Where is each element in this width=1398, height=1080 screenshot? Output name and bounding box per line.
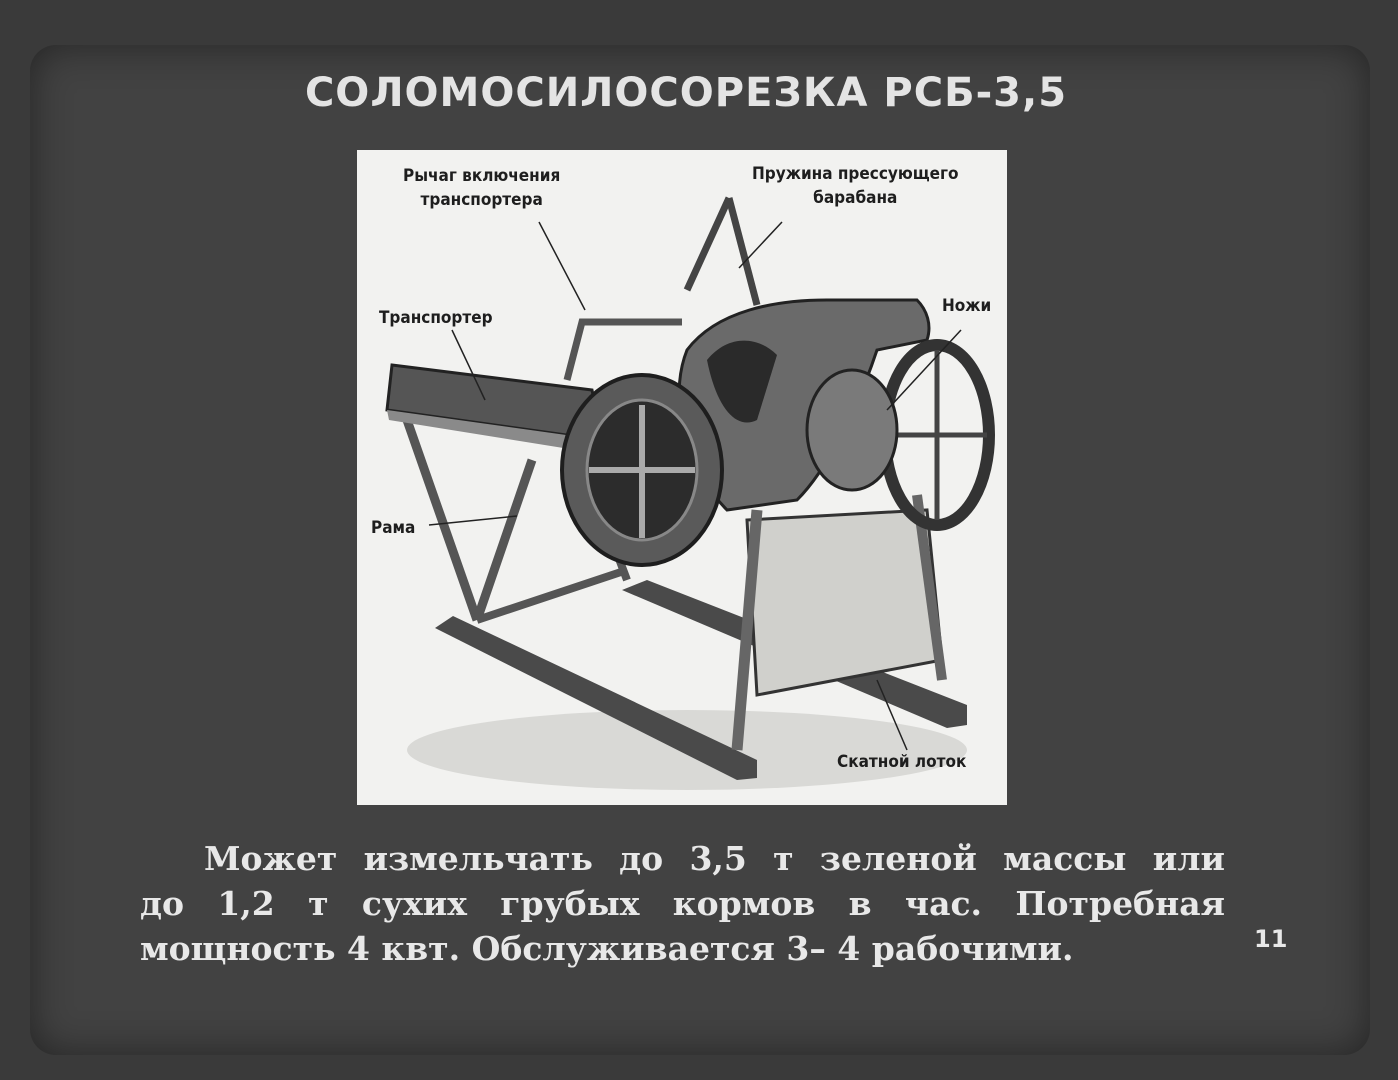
caption-line-1: Может измельчать до 3,5 т зеленой массы или xyxy=(204,839,1225,878)
caption-line-3: мощность 4 квт. Обслуживается 3– 4 рабочими. xyxy=(140,929,1074,968)
machine-illustration xyxy=(357,150,1007,805)
callout-spring-line1: Пружина прессующего xyxy=(752,164,959,184)
callout-spring-line2: барабана xyxy=(813,188,898,208)
callout-lever-line2: транспортера xyxy=(420,190,543,210)
callout-frame: Рама xyxy=(371,518,416,538)
callout-spring xyxy=(752,162,959,210)
callout-chute: Скатной лоток xyxy=(837,752,967,772)
callout-lever xyxy=(403,164,560,212)
caption-line-2: до 1,2 т сухих грубых кормов в час. Потребная xyxy=(140,884,1225,923)
callout-conveyor: Транспортер xyxy=(379,308,493,328)
callout-lever-line1: Рычаг включения xyxy=(403,166,561,186)
slide-caption xyxy=(140,836,1225,971)
slide-title: СОЛОМОСИЛОСОРЕЗКА РСБ-3,5 xyxy=(304,70,1068,116)
machine-drawing xyxy=(357,150,1007,805)
page-number: 11 xyxy=(1254,925,1288,953)
callout-knives: Ножи xyxy=(942,296,992,316)
